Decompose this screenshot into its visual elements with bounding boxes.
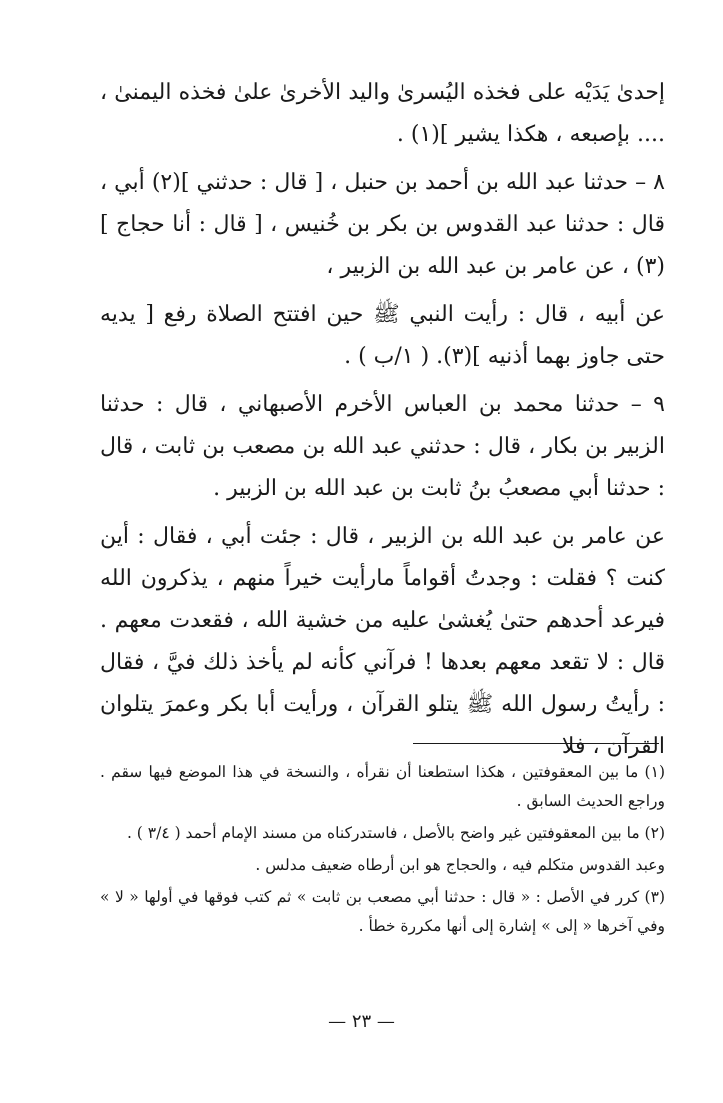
paragraph-hadith-8-matn: عن أبيه ، قال : رأيت النبي ﷺ حين افتتح الصلاة رفع [ يديه حتى جاوز بهما أذنيه ](٣). ( ١/ب ) .	[100, 302, 665, 369]
paragraph-hadith-9: ٩ – حدثنا محمد بن العباس الأخرم الأصبهاني ، قال : حدثنا الزبير بن بكار ، قال : حدثني عبد الله بن مصعب بن ثابت ، قال : حدثنا أبي مصعبُ بنُ ثابت بن عبد الله بن الزبير .	[100, 392, 665, 501]
footnote-2: (٢) ما بين المعقوفتين غير واضح بالأصل ، فاستدركناه من مسند الإمام أحمد ( ٣/٤ ) .	[126, 824, 665, 842]
footnotes	[100, 758, 665, 941]
footnote-3: (٣) كرر في الأصل : « قال : حدثنا أبي مصعب بن ثابت » ثم كتب فوقها في أولها « لا » وفي آخرها « إلى » إشارة إلى أنها مكررة خطأ .	[100, 888, 665, 935]
paragraph-hadith-9-matn: عن عامر بن عبد الله بن الزبير ، قال : جئت أبي ، فقال : أين كنت ؟ فقلت : وجدتُ أقواماً مارأيت خيراً منهم ، يذكرون الله فيرعد أحدهم حتىٰ يُغشىٰ عليه من خشية الله ، فقعدت معهم . قال : لا تقعد معهم بعدها ! فرآني كأنه لم يأخذ ذلك فيَّ ، فقال : رأيتُ رسول الله ﷺ يتلو القرآن ، ورأيت أبا بكر وعمرَ يتلوان القرآن ، فلا	[100, 524, 665, 759]
footnote-divider	[413, 743, 659, 744]
main-text	[100, 72, 665, 768]
paragraph-continuation: إحدىٰ يَدَيْه على فخذه اليُسرىٰ واليد الأخرىٰ علىٰ فخذه اليمنىٰ ، .... بإصبعه ، هكذا يشير ](١) .	[100, 80, 665, 147]
paragraph-hadith-8: ٨ – حدثنا عبد الله بن أحمد بن حنبل ، [ قال : حدثني ](٢) أبي ، قال : حدثنا عبد القدوس بن بكر بن خُنيس ، [ قال : أنا حجاج ](٣) ، عن عامر بن عبد الله بن الزبير ،	[100, 170, 665, 279]
page-number: — ٢٣ —	[328, 1011, 395, 1032]
footnote-2-continued: وعبد القدوس متكلم فيه ، والحجاج هو ابن أرطاه ضعيف مدلس .	[255, 856, 665, 874]
footnote-1: (١) ما بين المعقوفتين ، هكذا استطعنا أن نقرأه ، والنسخة في هذا الموضع فيها سقم . وراجع الحديث السابق .	[100, 763, 665, 810]
